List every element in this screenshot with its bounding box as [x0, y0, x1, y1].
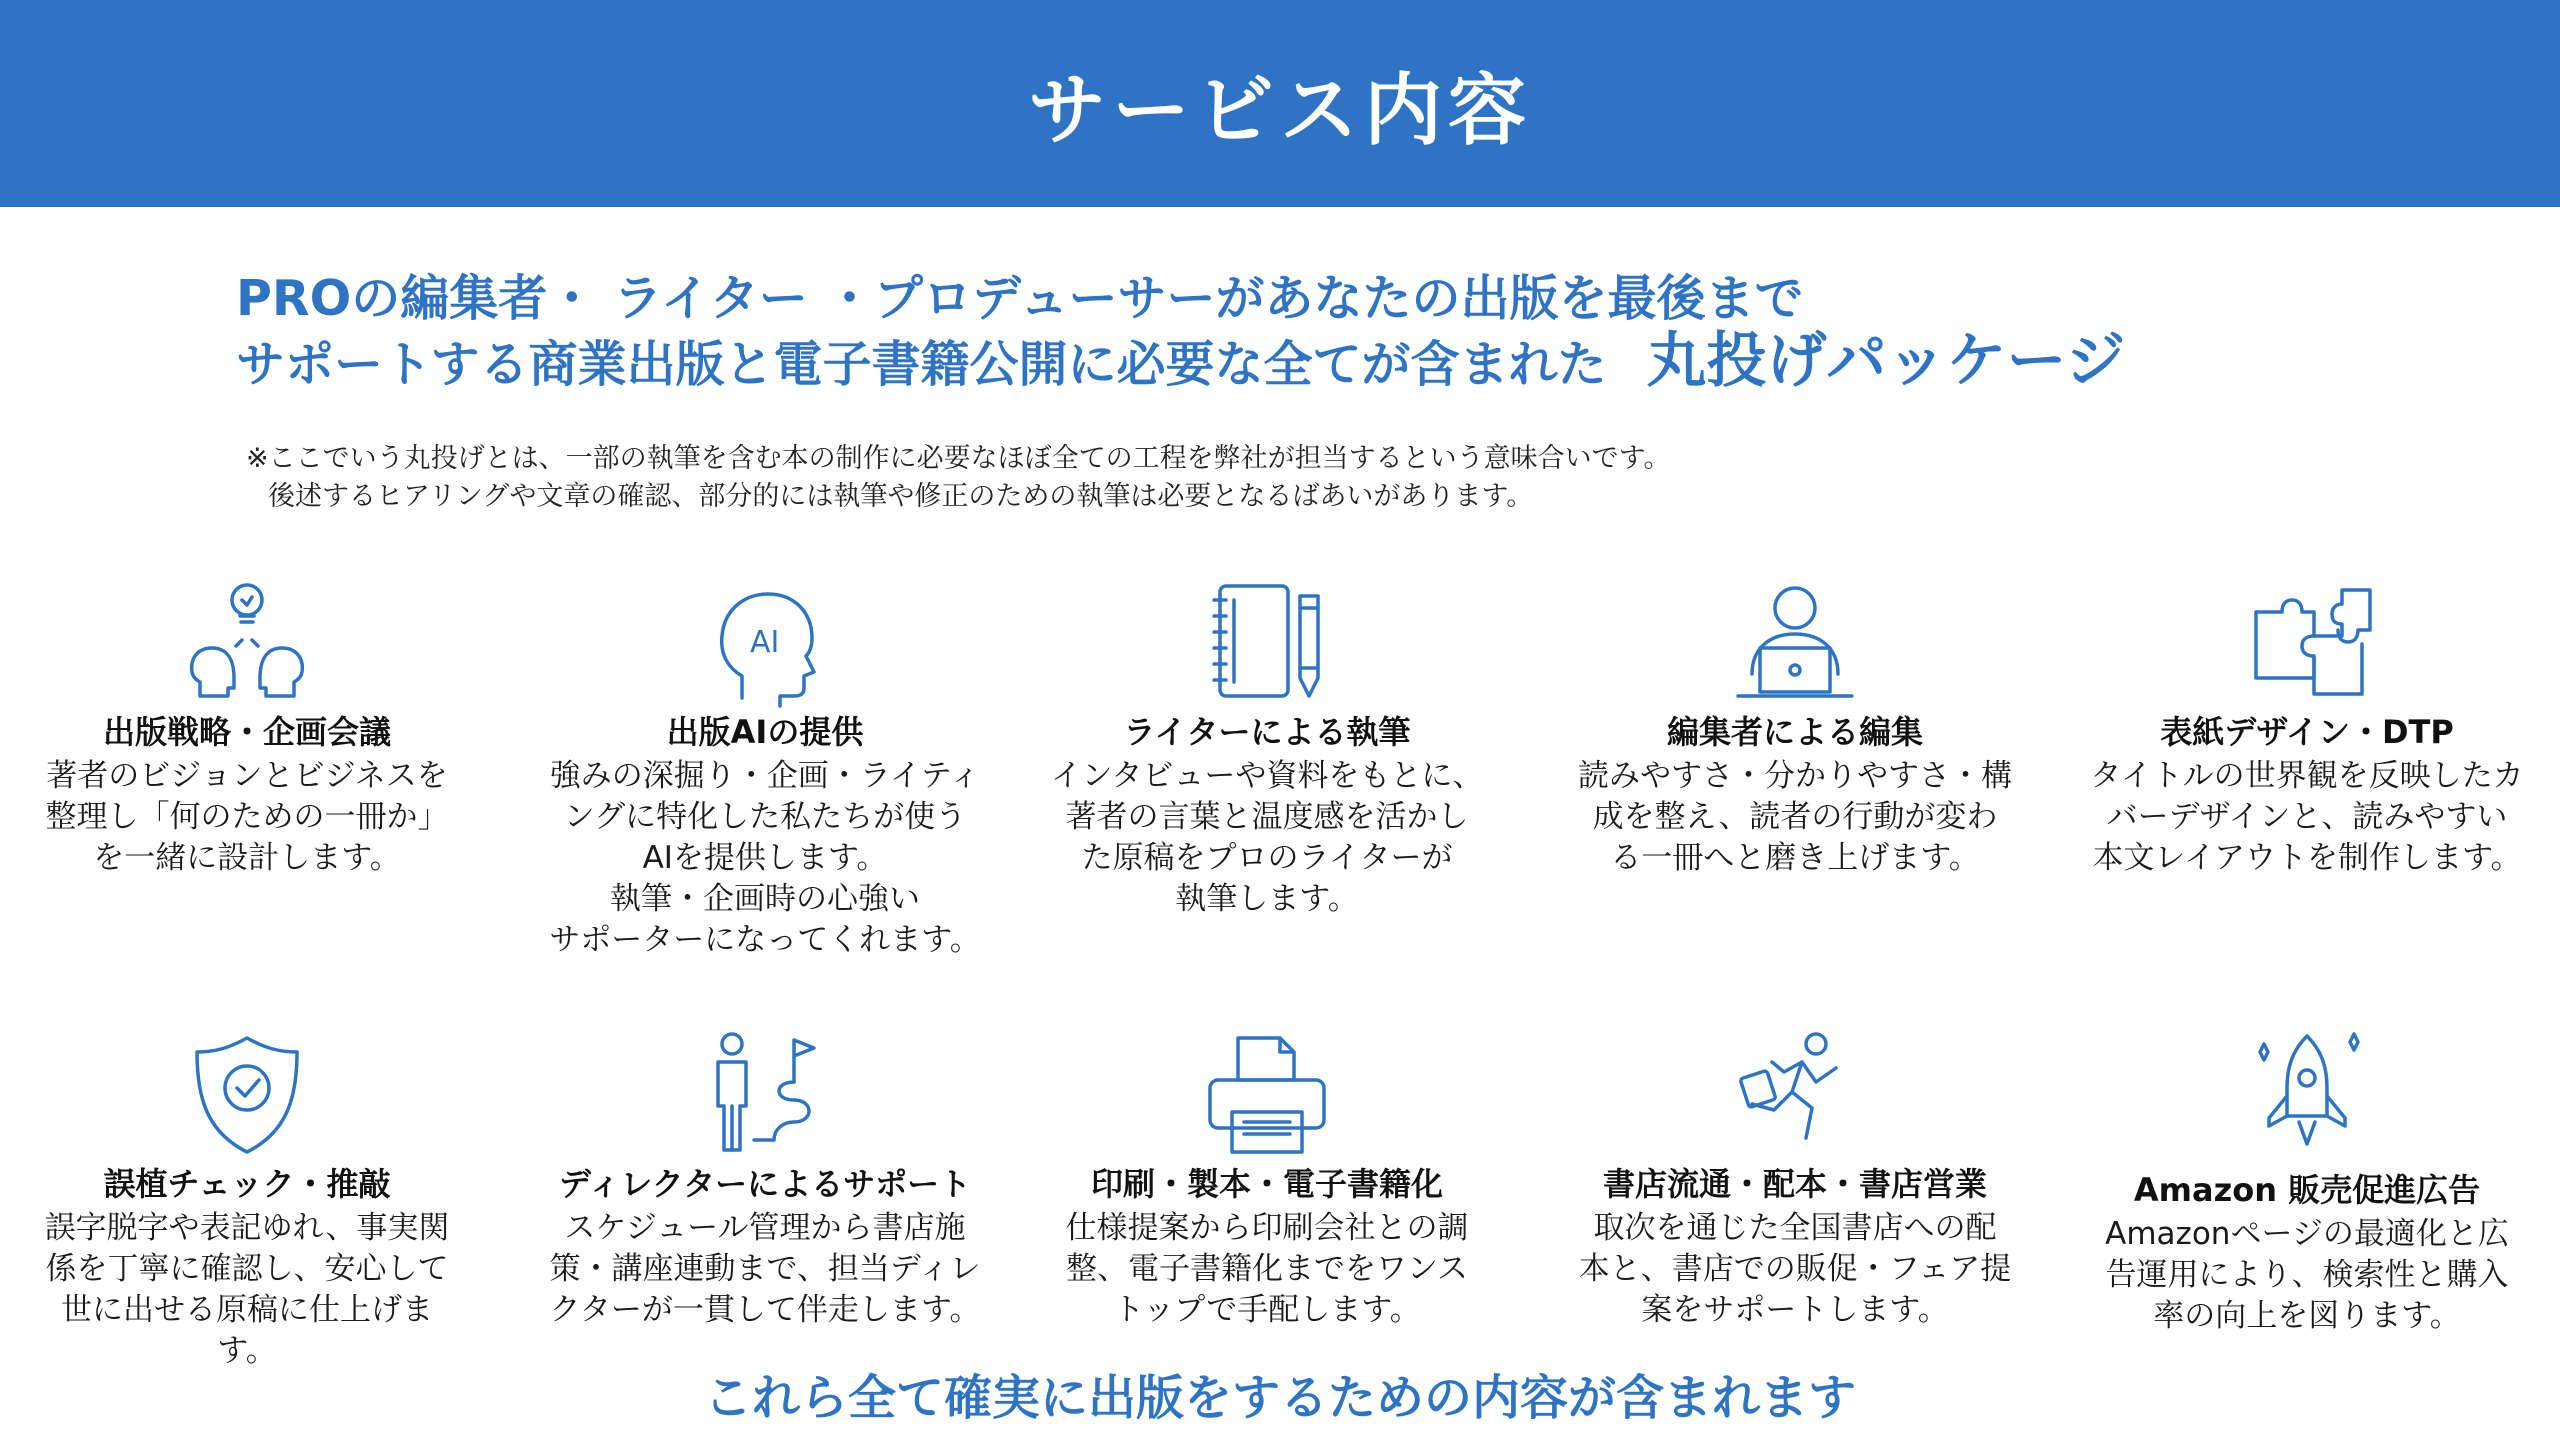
desc-line: 執筆・企画時の心強い — [610, 881, 920, 917]
notebook-pencil-icon — [1202, 578, 1332, 708]
svg-text:AI: AI — [750, 625, 780, 660]
footer-statement: これら全て確実に出版をするための内容が含まれます — [703, 1370, 1856, 1426]
service-desc — [2072, 1214, 2542, 1337]
service-desc — [1560, 1208, 2030, 1331]
service-title: 出版戦略・企画会議 — [102, 713, 391, 751]
desc-line: 取次を通じた全国書店への配 — [1593, 1210, 1997, 1246]
rocket-icon — [2242, 1030, 2372, 1160]
desc-line: タイトルの世界観を反映したカ — [2090, 758, 2524, 794]
service-title: 印刷・製本・電子書籍化 — [1090, 1165, 1443, 1203]
service-card-design — [2072, 578, 2542, 879]
service-card-writing — [1032, 578, 1502, 920]
lead-line-2-text: サポートする商業出版と電子書籍公開に必要な全てが含まれた — [236, 336, 1607, 393]
page-title: サービス内容 — [1027, 65, 1532, 156]
desc-line: バーデザインと、読みやすい — [2106, 799, 2508, 835]
person-path-flag-icon — [700, 1030, 830, 1160]
service-card-amazon — [2072, 1030, 2542, 1337]
service-desc — [2072, 756, 2542, 879]
desc-line: 仕様提案から印刷会社との調 — [1065, 1210, 1469, 1246]
desc-line: 本と、書店での販促・フェア提 — [1578, 1251, 2012, 1287]
ai-head-icon — [700, 578, 830, 708]
desc-line: 強みの深掘り・企画・ライティ — [549, 758, 981, 794]
desc-line: 策・講座連動まで、担当ディレ — [549, 1251, 981, 1287]
desc-line: 率の向上を図ります。 — [2153, 1298, 2461, 1334]
service-desc — [1032, 756, 1502, 920]
running-person-icon — [1730, 1030, 1860, 1160]
service-title: 表紙デザイン・DTP — [2160, 713, 2454, 751]
desc-line: ングに特化した私たちが使う — [563, 799, 967, 835]
service-card-editing — [1560, 578, 2030, 879]
service-desc — [530, 756, 1000, 961]
desc-line: 著者のビジョンとビジネスを — [46, 758, 448, 794]
service-desc — [530, 1208, 1000, 1331]
desc-line: インタビューや資料をもとに、 — [1050, 758, 1484, 794]
person-laptop-icon — [1730, 578, 1860, 708]
puzzle-icon — [2242, 578, 2372, 708]
service-card-strategy — [12, 578, 482, 879]
service-card-ai — [530, 578, 1000, 961]
desc-line: 本文レイアウトを制作します。 — [2092, 840, 2522, 876]
desc-line: クターが一貫して伴走します。 — [549, 1292, 981, 1328]
desc-line: 告運用により、検索性と購入 — [2105, 1257, 2509, 1293]
lead-line-1: PROの編集者・ ライター ・プロデューサーがあなたの出版を最後まで — [236, 270, 1804, 327]
service-title: ライターによる執筆 — [1123, 713, 1411, 751]
desc-line: 誤字脱字や表記ゆれ、事実関 — [44, 1210, 450, 1246]
brainstorm-heads-icon — [182, 578, 312, 708]
service-card-distribution — [1560, 1030, 2030, 1331]
desc-line: 著者の言葉と温度感を活かし — [1065, 799, 1469, 835]
lead-highlight: 丸投げパッケージ — [1646, 326, 2126, 396]
desc-line: 読みやすさ・分かりやすさ・構 — [1578, 758, 2012, 794]
service-card-director — [530, 1030, 1000, 1331]
desc-line: 整、電子書籍化までをワンス — [1065, 1251, 1469, 1287]
desc-line: AIを提供します。 — [642, 840, 888, 876]
service-title: 誤植チェック・推敲 — [103, 1165, 391, 1203]
service-desc — [1032, 1208, 1502, 1331]
service-title: 出版AIの提供 — [666, 713, 864, 751]
desc-line: 案をサポートします。 — [1641, 1292, 1949, 1328]
desc-line: た原稿をプロのライターが — [1081, 840, 1453, 876]
service-card-proofreading — [12, 1030, 482, 1372]
lead-line-2 — [236, 326, 2436, 396]
note-line-1: ※ここでいう丸投げとは、一部の執筆を含む本の制作に必要なほぼ全ての工程を弊社が担当するという意味合いです。 — [246, 443, 1671, 474]
desc-line: サポーターになってくれます。 — [549, 922, 981, 958]
desc-line: 世に出せる原稿に仕上げま — [61, 1292, 433, 1328]
desc-line: 執筆します。 — [1175, 881, 1359, 917]
service-title: 編集者による編集 — [1666, 713, 1923, 751]
desc-line: トップで手配します。 — [1113, 1292, 1421, 1328]
desc-line: す。 — [217, 1333, 277, 1369]
service-desc — [1560, 756, 2030, 879]
service-desc — [12, 756, 482, 879]
desc-line: スケジュール管理から書店施 — [564, 1210, 966, 1246]
note-line-2: 後述するヒアリングや文章の確認、部分的には執筆や修正のための執筆は必要となるばあいがあります。 — [268, 481, 1534, 512]
service-card-printing — [1032, 1030, 1502, 1331]
service-title: ディレクターによるサポート — [558, 1165, 972, 1203]
service-title: Amazon 販売促進広告 — [2133, 1171, 2481, 1209]
desc-line: る一冊へと磨き上げます。 — [1610, 840, 1980, 876]
service-title: 書店流通・配本・書店営業 — [1602, 1165, 1987, 1203]
service-desc — [12, 1208, 482, 1372]
desc-line: を一緒に設計します。 — [93, 840, 401, 876]
printer-icon — [1202, 1030, 1332, 1160]
desc-line: 係を丁寧に確認し、安心して — [45, 1251, 449, 1287]
shield-check-icon — [182, 1030, 312, 1160]
desc-line: Amazonページの最適化と広 — [2105, 1216, 2509, 1252]
header-bar — [0, 0, 2560, 207]
desc-line: 整理し「何のための一冊か」 — [45, 799, 449, 835]
desc-line: 成を整え、読者の行動が変わ — [1592, 799, 1998, 835]
